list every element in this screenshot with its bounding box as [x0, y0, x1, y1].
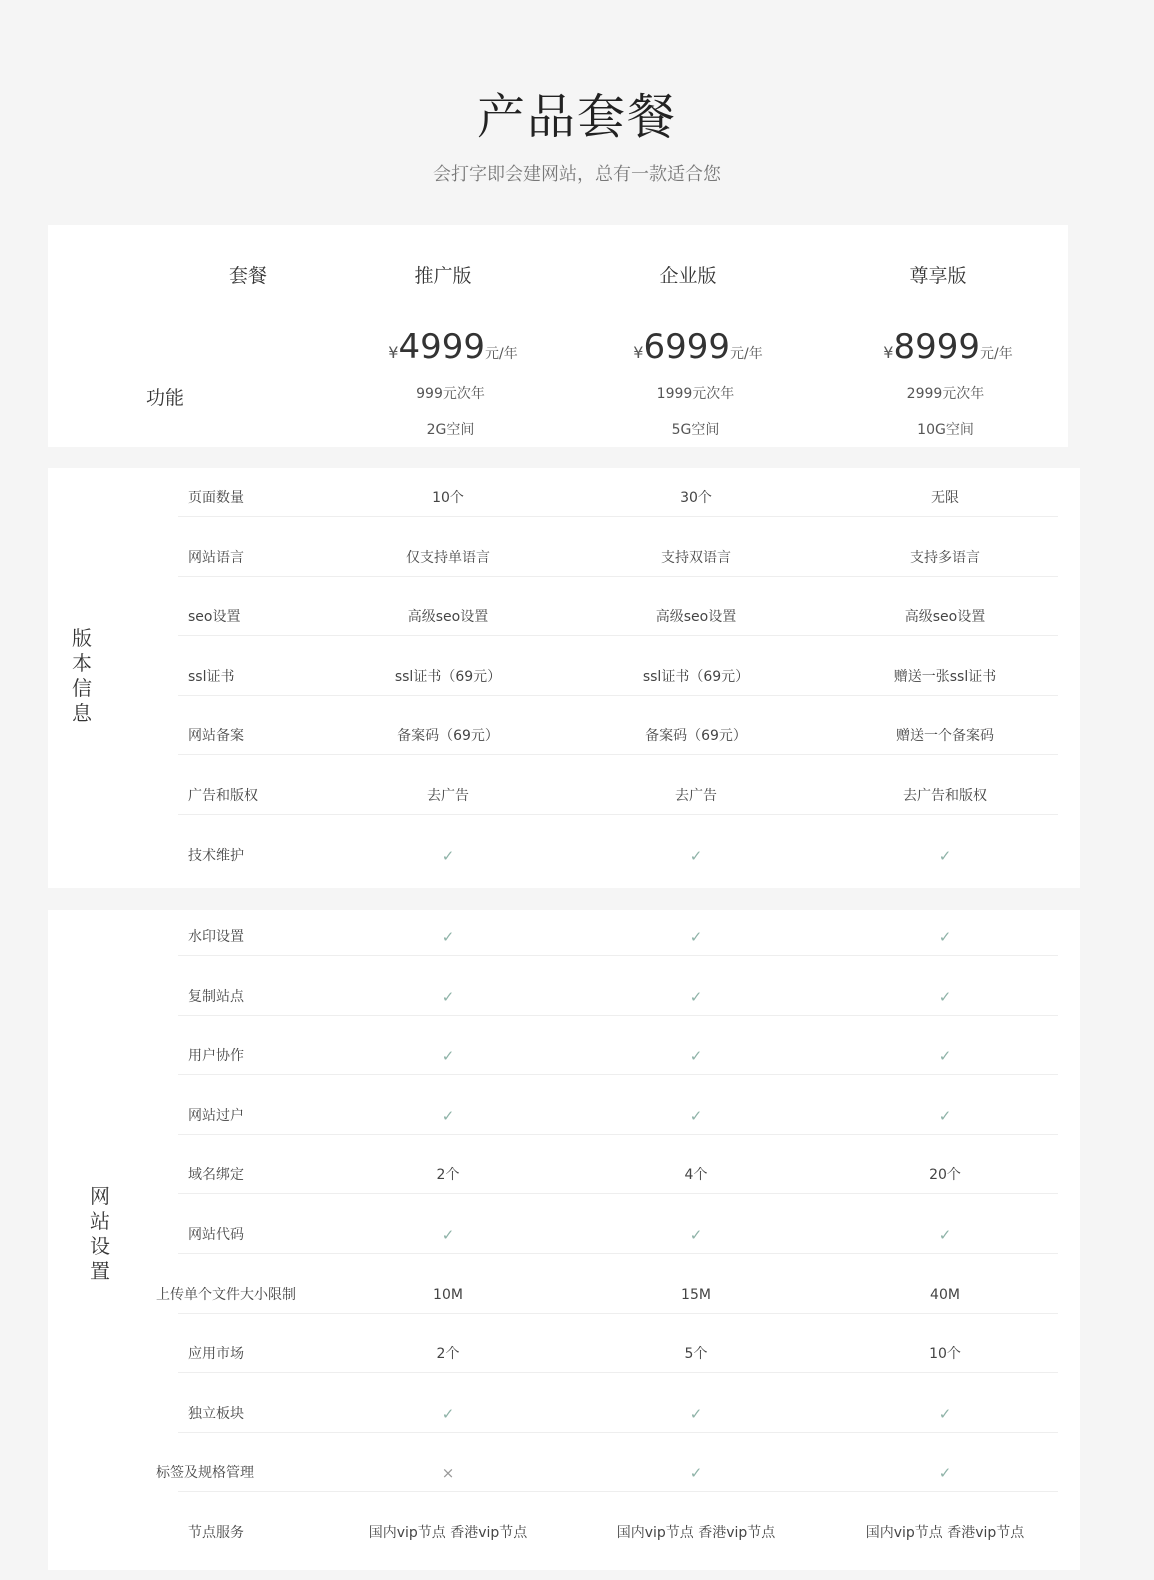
check-icon: ✓: [938, 1226, 952, 1244]
check-icon: ✓: [689, 1404, 703, 1423]
row-divider: [178, 635, 1058, 636]
cell-enterprise: 去广告: [675, 788, 717, 804]
table-row: [48, 1026, 1068, 1086]
plan-renewal-premium: 2999元次年: [906, 386, 985, 402]
row-label: 用户协作: [188, 1048, 244, 1065]
table-row: [48, 1384, 1068, 1444]
cell-premium: 去广告和版权: [903, 788, 987, 804]
plan-space-enterprise: 5G空间: [671, 422, 720, 438]
plan-price-enterprise: ¥6999元/年: [633, 327, 763, 367]
plan-name-premium: 尊享版: [909, 265, 967, 287]
check-icon: ✓: [689, 1047, 703, 1066]
cell-enterprise: 30个: [680, 490, 712, 506]
row-divider: [178, 1253, 1058, 1254]
row-divider: [178, 955, 1058, 956]
plan-price-premium: ¥8999元/年: [883, 327, 1013, 367]
check-icon: ✓: [441, 1404, 455, 1423]
row-label: 功能: [145, 387, 184, 409]
check-icon: ✓: [938, 987, 952, 1006]
row-label: 上传单个文件大小限制: [156, 1286, 296, 1303]
check-icon: ✓: [938, 1047, 952, 1066]
table-row: [48, 468, 1068, 528]
table-row: [48, 1265, 1068, 1325]
row-label: 网站备案: [188, 728, 244, 745]
row-divider: [178, 1491, 1058, 1492]
check-icon: ✓: [689, 928, 703, 946]
table-row: [48, 587, 1068, 647]
site-settings-card: [48, 910, 1080, 1570]
table-row: [48, 528, 1068, 588]
cell-promo: ssl证书（69元）: [394, 668, 502, 685]
row-divider: [178, 1074, 1058, 1075]
row-divider: [178, 1432, 1058, 1433]
column-label: 套餐: [228, 265, 267, 287]
cell-enterprise: 国内vip节点 香港vip节点: [616, 1525, 776, 1541]
cell-promo: 高级seo设置: [407, 609, 489, 626]
row-label: 页面数量: [188, 490, 244, 506]
row-label: 网站过户: [188, 1107, 244, 1124]
table-row: [48, 1324, 1068, 1384]
check-icon: ✓: [689, 1464, 703, 1483]
table-row: [48, 1443, 1068, 1503]
row-divider: [178, 754, 1058, 755]
cell-enterprise: 支持双语言: [661, 549, 731, 566]
plan-price-promo: ¥4999元/年: [388, 327, 518, 367]
check-icon: ✓: [938, 1404, 952, 1423]
row-label: 网站代码: [188, 1227, 244, 1243]
check-icon: ✓: [689, 846, 703, 865]
check-icon: ✓: [689, 1106, 703, 1125]
cell-premium: 20个: [929, 1167, 961, 1184]
plan-name-enterprise: 企业版: [659, 265, 717, 287]
row-divider: [178, 1015, 1058, 1016]
cell-premium: 支持多语言: [910, 549, 980, 566]
row-divider: [178, 516, 1058, 517]
check-icon: ✓: [441, 1047, 455, 1066]
table-row: [48, 706, 1068, 766]
row-divider: [178, 814, 1058, 815]
row-label: 水印设置: [188, 929, 244, 945]
cell-promo: 备案码（69元）: [397, 728, 499, 745]
cell-promo: 10个: [432, 490, 464, 506]
check-icon: ✓: [689, 1226, 703, 1244]
check-icon: ✓: [938, 928, 952, 946]
cell-promo: 国内vip节点 香港vip节点: [368, 1525, 528, 1541]
table-row: [48, 907, 1068, 967]
row-label: 应用市场: [188, 1346, 244, 1363]
row-label: seo设置: [188, 609, 241, 626]
row-divider: [178, 576, 1058, 577]
table-row: [48, 1205, 1068, 1265]
table-row: [48, 967, 1068, 1027]
cell-enterprise: 备案码（69元）: [645, 728, 747, 745]
check-icon: ✓: [441, 846, 455, 865]
row-label: 技术维护: [188, 847, 244, 864]
cell-promo: 去广告: [427, 788, 469, 804]
version-info-card: [48, 468, 1080, 888]
cell-premium: 40M: [930, 1286, 960, 1303]
plan-name-promo: 推广版: [414, 265, 472, 287]
cell-promo: 2个: [436, 1346, 460, 1363]
row-label: 标签及规格管理: [156, 1465, 254, 1482]
section-title-site: 网站设置: [90, 1184, 110, 1283]
plan-space-promo: 2G空间: [426, 422, 475, 438]
row-divider: [178, 1134, 1058, 1135]
check-icon: ✓: [689, 987, 703, 1006]
cell-enterprise: 15M: [681, 1286, 711, 1303]
check-icon: ✓: [441, 987, 455, 1006]
row-divider: [178, 1372, 1058, 1373]
plan-space-premium: 10G空间: [917, 422, 974, 438]
check-icon: ✓: [441, 1226, 455, 1244]
cell-premium: 10个: [929, 1346, 961, 1363]
table-row: [48, 1503, 1068, 1563]
cell-enterprise: ssl证书（69元）: [642, 668, 750, 685]
table-row: [48, 647, 1068, 707]
cell-premium: 国内vip节点 香港vip节点: [865, 1525, 1025, 1541]
row-divider: [178, 1193, 1058, 1194]
check-icon: ✓: [938, 846, 952, 865]
row-label: 网站语言: [188, 549, 244, 566]
cell-premium: 赠送一张ssl证书: [893, 668, 997, 685]
cell-enterprise: 高级seo设置: [655, 609, 737, 626]
table-row: [48, 1086, 1068, 1146]
plan-renewal-promo: 999元次年: [416, 386, 485, 402]
table-row: [48, 1145, 1068, 1205]
cell-premium: 无限: [931, 490, 959, 506]
row-label: 独立板块: [188, 1405, 244, 1422]
row-label: 节点服务: [188, 1525, 244, 1541]
cell-premium: 高级seo设置: [904, 609, 986, 626]
row-divider: [178, 1313, 1058, 1314]
cell-enterprise: 5个: [684, 1346, 708, 1363]
cell-enterprise: 4个: [684, 1167, 708, 1184]
cell-promo: 仅支持单语言: [406, 549, 490, 566]
row-label: 域名绑定: [188, 1167, 244, 1184]
plan-header-card: [48, 225, 1068, 447]
row-label: ssl证书: [188, 668, 235, 685]
table-row: [48, 826, 1068, 886]
row-label: 广告和版权: [188, 788, 258, 804]
cell-premium: 赠送一个备案码: [896, 728, 994, 745]
row-divider: [178, 695, 1058, 696]
check-icon: ✓: [441, 1106, 455, 1125]
page-subtitle: 会打字即会建网站，总有一款适合您: [433, 164, 721, 185]
table-row: [48, 766, 1068, 826]
check-icon: ✓: [938, 1106, 952, 1125]
cell-promo: 10M: [433, 1286, 463, 1303]
check-icon: ✓: [441, 928, 455, 946]
plan-renewal-enterprise: 1999元次年: [656, 386, 735, 402]
row-label: 复制站点: [188, 988, 244, 1005]
cross-icon: ×: [441, 1464, 455, 1483]
cell-promo: 2个: [436, 1167, 460, 1184]
section-title-version: 版本信息: [72, 626, 92, 725]
check-icon: ✓: [938, 1464, 952, 1483]
page-title: 产品套餐: [476, 89, 677, 145]
